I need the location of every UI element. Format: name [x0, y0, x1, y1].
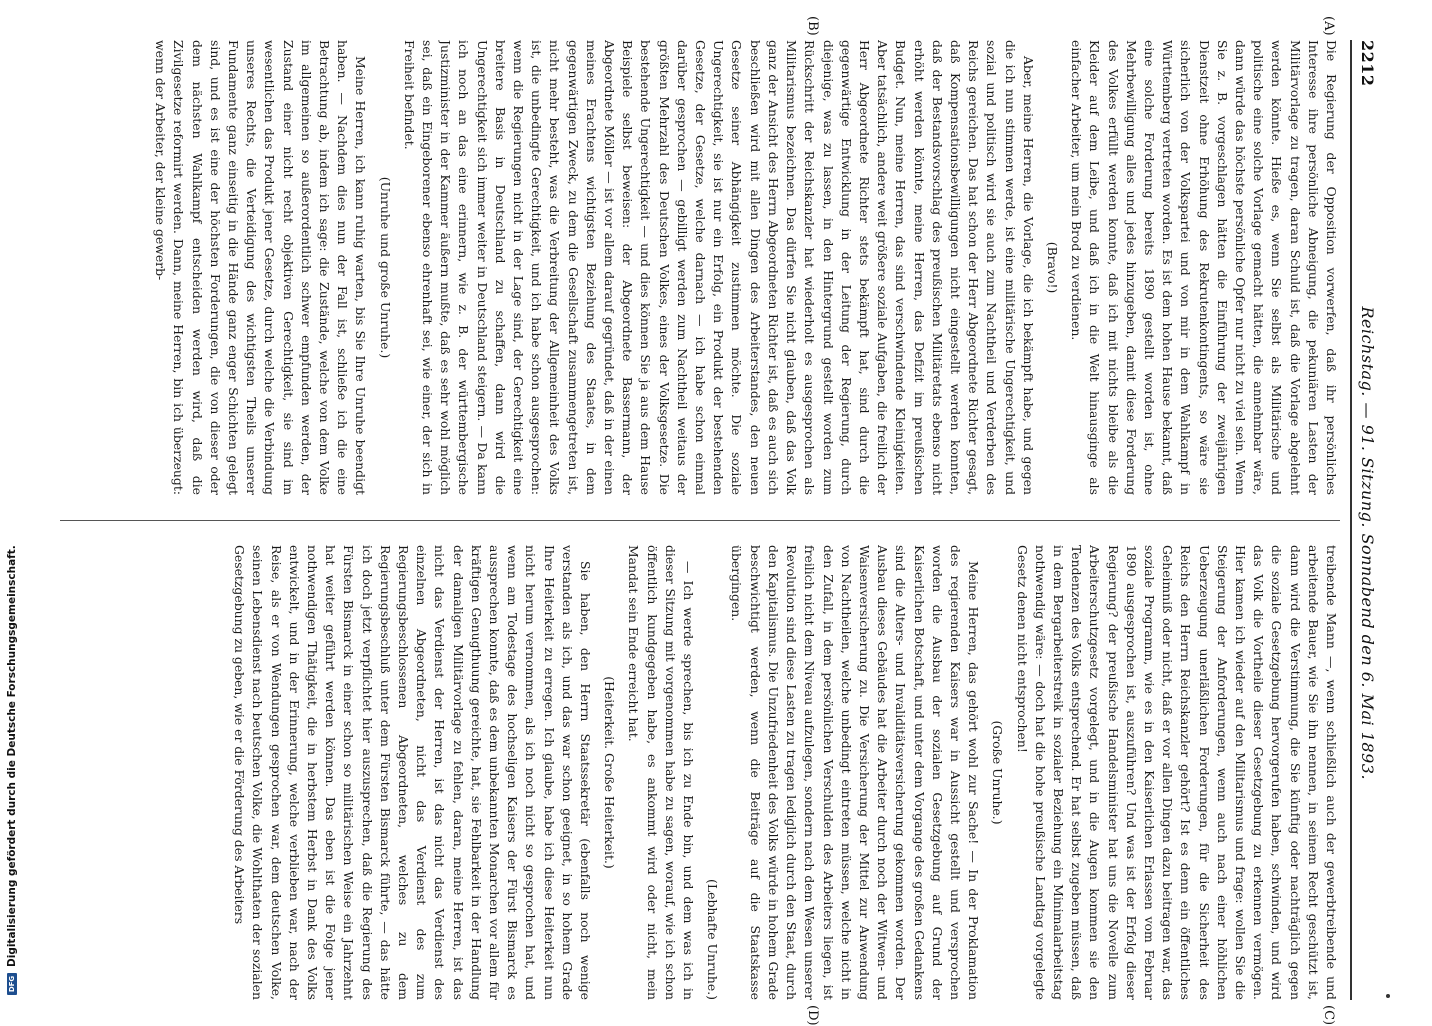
right-paragraph-3: — Ich werde sprechen, bis ich zu Ende bin, und dem was ich in dieser Sitzung mit vorgenommen habe zu sagen, worauf, wie ich schon öffentlich kundgegeben habe, es ankommt wird oder nicht, mein Mandat sein Ende erreicht hat. — [626, 545, 697, 1000]
margin-marker-b: (B) — [805, 16, 820, 36]
footer-text: Digitalisierung gefördert durch die Deutsche Forschungsgemeinschaft. — [6, 545, 18, 967]
right-stage-direction-2: (Lebhafte Unruhe.) — [705, 879, 721, 1000]
margin-marker-c: (C) — [1321, 1005, 1336, 1026]
right-paragraph-1: treibende Mann —, wenn schließlich auch der gewerbtreibende und arbeitende Bauer, wie Sie ihn nennen, in seinem Recht geschützt ist, dann wird die Verstimmung, die Sie künftig oder nachträglich gegen die soziale Gesetzgebung hervorgerufen haben, schwinden, und wird das Volk die Vortheile dieser Gesetzgebung zu erkennen vermögen. Hier kamen ich wieder auf den Militarismus und frage: wollen Sie die Steigerung der Anforderungen, wenn auch nach einer höhlichen Ueberzeugung unerläßlichen Forderungen, für die Sicherheit des Reichs den Herrn Reichskanzler gehört? Ist es denn ein öffentliches Geheimniß oder nicht, daß er vor allen Dingen dazu beitragen war, das soziale Programm, wie es in den Kaiserlichen Erlassen vom Februar 1890 ausgesprochen ist, auszuführen? Und was ist der Erfolg dieser Regierung? der preußische Handelsminister hat uns die Novelle zum Arbeiterschutzgesetz vorgelegt, und in die Augen kommen sie den Tendenzen des Volks entsprechend. Er hat selbst zugeben müssen, daß in dem Bergarbeiterstreik in sozialer Beziehung ein Minimalarbeitstag nothwendig wäre: — doch hat die hohe preußische Landtag vorgelegte Gesetz denen nicht entsprochen! — [1014, 545, 1339, 1000]
left-text-column — [60, 40, 1340, 495]
right-stage-direction-3: (Heiterkeit. Große Heiterkeit.) — [602, 676, 618, 869]
digitization-footer — [6, 545, 18, 995]
right-paragraph-4: Sie haben, den Herrn Staatssekretär (ebenfalls noch wenige verstanden als ich, und das war schon geeignet, in so hohem Grade Ihre Heiterkeit zu erregen. Ich glaube, habe ich diese Heiterkeit nun nicht herum vernommen, als ich noch nicht so gesprochen hat, und wenn am Todestage des hochseligen Kaisers der Fürst Bismarck es aussprechen konnte, daß es dem unbekannten Monarchen vor allem für kräftigen Genugthuung gereichte, hat, sie Fehlbarkeit in der Handlung der damaligen Militärvorlage zu fehlen, daran, meine Herren, ist das nicht das Verdienst der Herren, ist das nicht das Verdienst des einzelnen Abgeordneten, nicht das Verdienst des zum Regierungsbeschlossenen Abgeordneten, welches zu dem Regierungsbeschluß unter dem Fürsten Bismarck führte, — das hätte ich doch jetzt verpflichtet hier auszusprechen, daß die Regierung des Fürsten Bismarck in einer schon so militärischen Weise ein Jahrzehnt hat weiter geführt werden können. Das eben ist die Folge jener nothwendigen Thätigkeit, die in herbstem Herbst in Dank des Volks entwickelt, und in der Erinnerung, welche verblieben war, nach der Reise, als er von Wendungen gesprochen war, dem deutschen Volke, seinen Lebensdienst nach beutschen Volke, die Wohlthaten der sozialen Gesetzgebung zu geben, wie er die Förderung des Arbeiters — [232, 545, 594, 1000]
page-header — [1356, 40, 1380, 1000]
dfg-logo-icon: DFG — [7, 973, 17, 995]
left-stage-direction-1: (Bravo!) — [1044, 241, 1060, 294]
header-rule — [1350, 40, 1352, 1000]
column-divider — [60, 520, 1340, 521]
rotated-scanned-page — [50, 16, 1380, 1026]
margin-marker-d: (D) — [805, 1005, 820, 1026]
scan-edge-mark — [1386, 994, 1390, 998]
margin-marker-a: (A) — [1321, 16, 1336, 36]
left-paragraph-2: Aber, meine Herren, die Vorlage, die ich bekämpft habe, und gegen die ich nun stimmen werde, ist eine militärische Ungerechtigkeit, und sozial und politisch wird sie auch zum Nachtheil und Verderben des Reichs gereichen. Das hat schon der Herr Abgeordnete Richter gesagt, daß Kompensationsbewilligungen nicht eingestellt werden konnten, daß der Bestandsvorschlag des preußischen Militäretats ebenso nicht erhöht werden könnte, meine Herren, das Defizit im preußischen Budget. Nun, meine Herren, das sind verschwindende Kleinigkeiten. Aber tatsächlich, andere weit größere soziale Aufgaben, die freilich der Herr Abgeordnete Richter stets bekämpft hat, sind durch die gegenwärtige Entwicklung in der Leitung der Regierung, durch diejenige, was zu lassen, in den Hintergrund gestellt worden zum Rückschritt der Reichskanzler hat wiederholt es ausgesprochen als Militarismus bezeichnen. Das dürfen Sie nicht glauben, daß das Volk ganz der Ansicht des Herrn Abgeordneten Richter ist, daß es auch sich beschließen wird mit allen Dingen des Arbeiterstandes, den neuen Gesetze seiner Abhängigkeit zustimmen möchte. Die soziale Ungerechtigkeit, sie ist nur ein Erfolg, ein Produkt der bestehenden Gesetze, der Gesetze, welche darnach — ich habe schon einmal darüber gesprochen — gebilligt werden zum Nachtheil weitaus der größten Mehrzahl des Deutschen Volkes, eines der Volksgesetze. Die bestehende Ungerechtigkeit — und dies können Sie ja aus dem Hause Beispiele selbst beweisen: der Abgeordnete Bassermann, der Abgeordnete Möller — ist vor allem darauf gegründet, daß in der einen meines Erachtens wichtigsten Beziehung des Staates, in dem gegenwärtigen Zweck, zu dem die Gesellschaft zusammengetreten ist, nicht mehr besteht, was die Verbreitung der Allgemeinheit des Volks ist, die unbedingte Gerechtigkeit, und ich habe schon ausgesprochen: wenn die Regierungen nicht in der Lage sind, der Gerechtigkeit eine breitere Basis in Deutschland zu schaffen, dann wird die Ungerechtigkeit sich immer weiter in Deutschland steigern. — Da kann ich noch an das eine erinnern, wie z. B. der württembergische Justizminister in der Kammer äußern mußte, daß es sehr wohl möglich sei, daß ein Eingeborener ebenso ehrenhaft sei, wie einer, der sich in Freiheit befindet. — [401, 40, 1036, 495]
left-stage-direction-2: (Unruhe und große Unruhe.) — [377, 176, 393, 359]
left-paragraph-3: Meine Herren, ich kann ruhig warten, bis Sie Ihre Unruhe beendigt haben. — Nachdem dies nun der Fall ist, schließe ich die eine Betrachtung ab, indem ich sage: die Zustände, welche von dem Volke im allgemeinen so außerordentlich schwer empfunden werden, der Zustand einer nicht recht objektiven Gerechtigkeit, sie sind im wesentlichen das Produkt jener Gesetze, durch welche die Verbindung unseres Rechts, die Verteidigung des wichtigsten Theils unserer Fundamente ganz einseitig in die Hände ganz enger Schichten gelegt sind, und es ist eine der höchsten Forderungen, die von dieser oder dem nächsten Wahlkampf entscheiden werden wird, daß die Zivilgesetze reformirt werden. Dann, meine Herren, bin ich überzeugt: wenn der Arbeiter, der kleine gewerb- — [153, 40, 369, 495]
right-stage-direction-1: (Große Unruhe.) — [990, 720, 1006, 825]
right-paragraph-2: Meine Herren, das gehört wohl zur Sache! — In der Proklamation des regierenden Kaisers war in Aussicht gestellt und versprochen worden die Ausbau der sozialen Gesetzgebung auf Grund der Kaiserlichen Botschaft, und unter dem Vorgange des großen Gedankens sind die Alters- und Invaliditätsversicherung gekommen worden. Der Ausbau dieses Gebäudes hat die Arbeiter durch noch der Witwen- und Waisenversicherung zu. Die Versicherung der Mittel zur Anwendung von Nachtheilen, welche unbedingt eintreten müssen, welche nicht in den Zufall, in dem persönlichen Verschulden des Arbeiters liegen, ist freilich nicht dem Niveau aufzulegen, sondern nach dem Wesen unserer Revolution sind diese Lasten zu tragen lediglich durch den Staat, durch den Kapitalismus. Die Unzufriedenheit des Volks würde in hohem Grade beschwichtigt werden, wenn die Beiträge auf die Staatskasse übergingen. — [729, 545, 982, 1000]
running-title: Reichstag. — 91. Sitzung. Sonnabend den 6. Mai 1893. — [1358, 306, 1378, 781]
page-number: 2212 — [1358, 40, 1378, 87]
right-text-column — [60, 545, 1340, 1000]
left-paragraph-1: Die Regierung der Opposition vorwerfen, daß ihr persönliches Interesse ihre persönliche Abneigung, die pekuniären Lasten der Militärvorlage zu tragen, daran Schuld ist, daß die Vorlage abgelehnt werden könnte. Hieße es, wenn Sie selbst als Militärische und politische eine solche Vorlage gemacht hätten, die annehmbar wäre, dann würde das höchste persönliche Opfer nur nicht zu viel sein. Wenn Sie z. B. vorgeschlagen hätten die Einführung der zweijährigen Dienstzeit ohne Erhöhung des Rekrutenkontingents, so wäre sie sicherlich von der Volkspartei und von mir in dem Wahlkampf in Württemberg vertreten worden. Es ist dem hohen Hause bekannt, daß eine solche Forderung bereits 1890 gestellt worden ist, ohne Mehrbewilligung alles und jedes hinzugeben, damit diese Forderung des Volkes erfüllt werden konnte, daß ich mit nichts bleibe als die Kleider auf dem Leibe, und daß ich in die Welt hinausginge als einfacher Arbeiter, um mein Brod zu verdienen. — [1069, 40, 1339, 495]
